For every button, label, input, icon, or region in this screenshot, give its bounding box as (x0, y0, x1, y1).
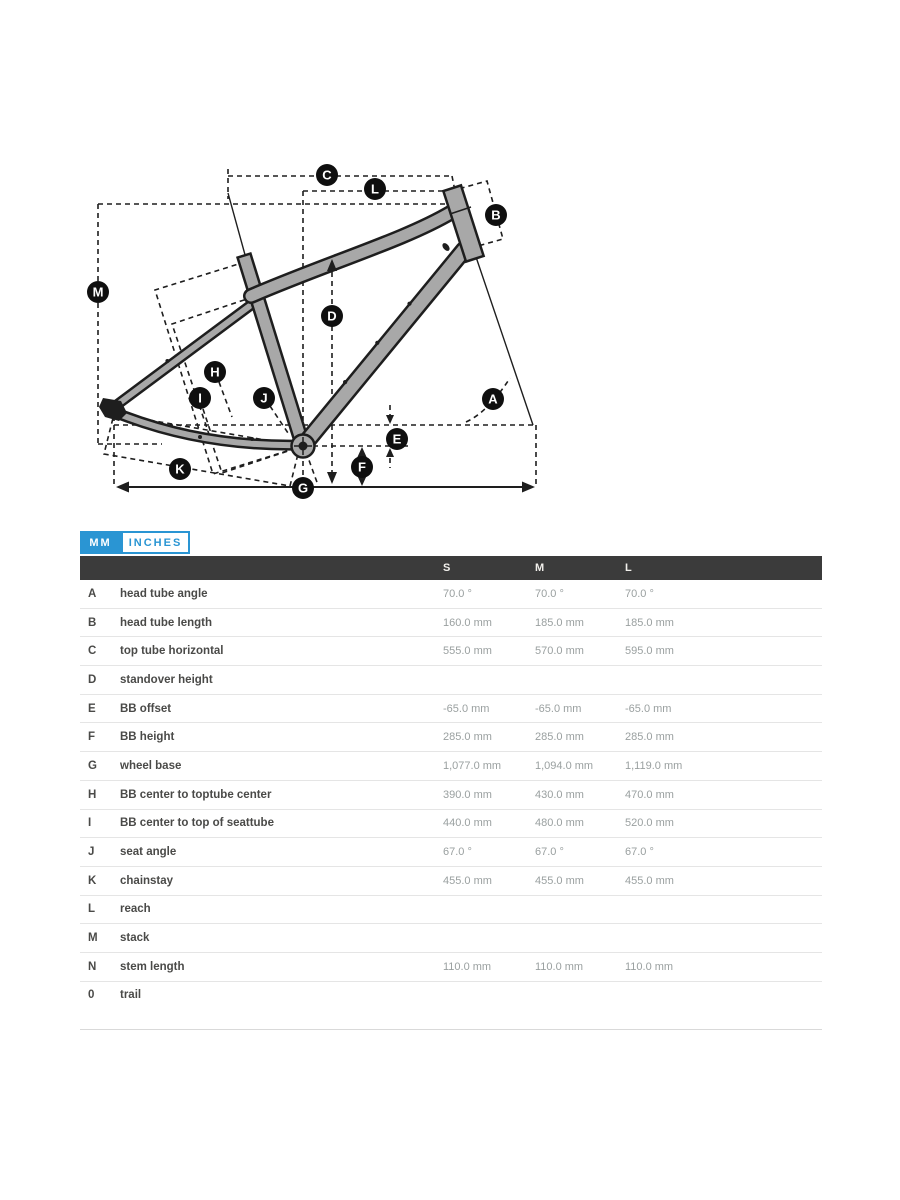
table-row-0 (80, 982, 822, 1030)
row-name: head tube length (120, 616, 212, 629)
row-name: BB center to toptube center (120, 788, 272, 801)
table-row-c (80, 637, 822, 666)
value-m: 430.0 mm (535, 788, 584, 801)
svg-text:C: C (322, 167, 332, 183)
row-key: B (88, 616, 97, 629)
value-m: 185.0 mm (535, 616, 584, 629)
value-l: -65.0 mm (625, 702, 672, 715)
value-m: 67.0 ° (535, 846, 564, 859)
table-row-b (80, 609, 822, 638)
inches-toggle-button[interactable]: INCHES (121, 531, 190, 554)
column-header-l: L (625, 562, 632, 574)
value-l: 470.0 mm (625, 788, 674, 801)
row-name: head tube angle (120, 587, 208, 600)
table-row-j (80, 838, 822, 867)
geometry-table (80, 556, 822, 1030)
row-name: stem length (120, 960, 185, 973)
value-s: 67.0 ° (443, 846, 472, 859)
row-key: H (88, 788, 97, 801)
row-key: A (88, 587, 97, 600)
row-key: G (88, 759, 97, 772)
row-name: chainstay (120, 874, 174, 887)
row-key: N (88, 960, 97, 973)
row-key: E (88, 702, 96, 715)
value-m: -65.0 mm (535, 702, 582, 715)
value-l: 285.0 mm (625, 731, 674, 744)
svg-text:E: E (392, 431, 402, 447)
svg-text:K: K (175, 461, 185, 477)
value-l: 110.0 mm (625, 960, 674, 973)
value-m: 285.0 mm (535, 731, 584, 744)
callout-A (482, 388, 504, 410)
table-row-n (80, 953, 822, 982)
table-row-l (80, 896, 822, 925)
row-name: BB offset (120, 702, 172, 715)
svg-text:L: L (371, 181, 379, 197)
callout-E (386, 428, 408, 450)
svg-text:A: A (488, 391, 498, 407)
svg-text:D: D (327, 308, 337, 324)
value-m: 70.0 ° (535, 587, 564, 600)
value-s: 1,077.0 mm (443, 759, 502, 772)
value-m: 455.0 mm (535, 874, 584, 887)
value-s: 285.0 mm (443, 731, 492, 744)
callout-K (169, 458, 191, 480)
table-header (80, 556, 822, 580)
value-l: 185.0 mm (625, 616, 674, 629)
value-s: 390.0 mm (443, 788, 492, 801)
table-row-h (80, 781, 822, 810)
value-s: -65.0 mm (443, 702, 490, 715)
table-row-k (80, 867, 822, 896)
row-name: seat angle (120, 846, 177, 859)
table-body (80, 580, 822, 1030)
callout-B (485, 204, 507, 226)
value-l: 595.0 mm (625, 645, 674, 658)
bb-offset-arrow-down (386, 415, 394, 424)
value-m: 110.0 mm (535, 960, 584, 973)
value-m: 570.0 mm (535, 645, 584, 658)
value-s: 70.0 ° (443, 587, 472, 600)
row-name: BB center to top of seattube (120, 817, 274, 830)
geometry-diagram-svg (80, 148, 550, 510)
table-row-a (80, 580, 822, 609)
table-row-e (80, 695, 822, 724)
row-key: C (88, 645, 97, 658)
row-key: M (88, 932, 98, 945)
column-header-s: S (443, 562, 451, 574)
row-name: top tube horizontal (120, 645, 224, 658)
row-key: K (88, 874, 97, 887)
dimension-arrows (116, 259, 535, 493)
cable-port (441, 242, 451, 252)
row-name: reach (120, 903, 151, 916)
svg-text:I: I (198, 390, 202, 406)
callout-M (87, 281, 109, 303)
value-s: 555.0 mm (443, 645, 492, 658)
table-row-i (80, 810, 822, 839)
bike-geometry-diagram (80, 148, 550, 510)
callout-F (351, 456, 373, 478)
callout-D (321, 305, 343, 327)
callout-H (204, 361, 226, 383)
value-l: 67.0 ° (625, 846, 654, 859)
value-s: 110.0 mm (443, 960, 492, 973)
row-key: J (88, 846, 95, 859)
svg-text:F: F (358, 459, 366, 475)
table-row-f (80, 723, 822, 752)
column-header-m: M (535, 562, 545, 574)
value-m: 480.0 mm (535, 817, 584, 830)
svg-text:J: J (260, 390, 268, 406)
callout-G (292, 477, 314, 499)
row-key: I (88, 817, 92, 830)
value-l: 1,119.0 mm (625, 759, 683, 772)
callout-C (316, 164, 338, 186)
bb-offset-arrow-up (386, 448, 394, 457)
value-l: 455.0 mm (625, 874, 674, 887)
value-l: 520.0 mm (625, 817, 674, 830)
row-name: trail (120, 988, 142, 1001)
wheelbase-arrow-right (522, 482, 535, 493)
svg-text:H: H (210, 364, 220, 380)
value-s: 440.0 mm (443, 817, 492, 830)
svg-text:M: M (92, 284, 104, 300)
row-name: wheel base (120, 759, 182, 772)
mm-toggle-button[interactable]: MM (80, 531, 121, 554)
value-m: 1,094.0 mm (535, 759, 594, 772)
row-key: 0 (88, 988, 95, 1001)
unit-toggle (80, 531, 190, 554)
row-name: stack (120, 932, 150, 945)
value-l: 70.0 ° (625, 587, 654, 600)
table-row-d (80, 666, 822, 695)
table-row-m (80, 924, 822, 953)
value-s: 160.0 mm (443, 616, 492, 629)
svg-text:G: G (297, 480, 309, 496)
row-name: standover height (120, 673, 213, 686)
row-key: D (88, 673, 97, 686)
table-row-g (80, 752, 822, 781)
callout-J (253, 387, 275, 409)
svg-text:B: B (491, 207, 501, 223)
wheelbase-arrow-left (116, 482, 129, 493)
row-key: F (88, 731, 96, 744)
standover-arrow-down (327, 472, 337, 484)
bike-frame (99, 197, 472, 458)
callout-L (364, 178, 386, 200)
row-name: BB height (120, 731, 175, 744)
row-key: L (88, 903, 96, 916)
callout-I (189, 387, 211, 409)
value-s: 455.0 mm (443, 874, 492, 887)
